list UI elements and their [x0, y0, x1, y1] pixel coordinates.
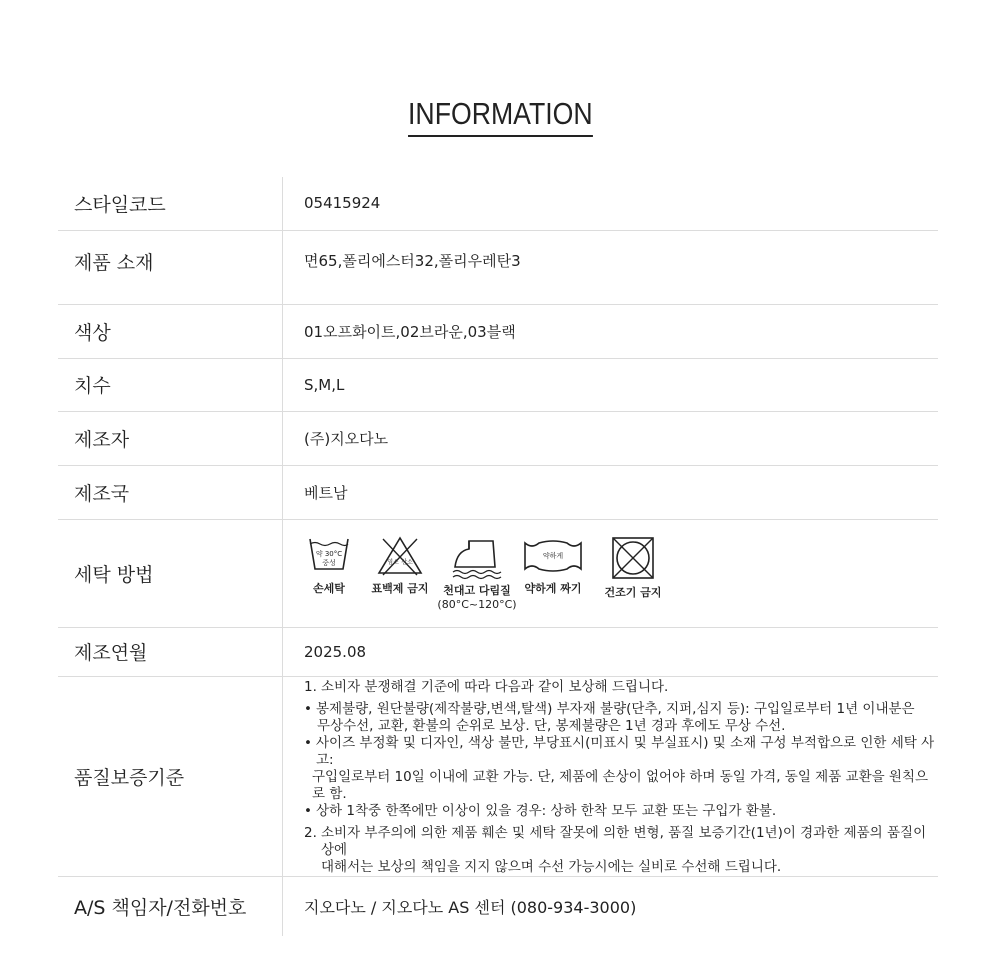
- quality-bullet: • 봉제불량, 원단불량(제작불량,변색,탈색) 부자재 불량(단추, 지퍼,심지 등): 구입일로부터 1년 이내분은 무상수선, 교환, 환불의 순위로 보상. 단, 봉제불량은 1년 경과 후에도 무상 수선.: [304, 700, 915, 734]
- quality-bullet-line: 봉제불량, 원단불량(제작불량,변색,탈색) 부자재 불량(단추, 지퍼,심지 등): 구입일로부터 1년 이내분은: [316, 700, 915, 717]
- care-item-iron: [437, 535, 517, 612]
- quality-item-line: 대해서는 보상의 책임을 지지 않으며 수선 가능시에는 실비로 수선해 드립니다.: [321, 858, 782, 875]
- row-label: 제품 소재: [58, 230, 283, 304]
- care-caption: 표백제 금지: [371, 581, 429, 595]
- row-value: 면65,폴리에스터32,폴리우레탄3: [304, 251, 521, 270]
- row-label: 세탁 방법: [58, 519, 283, 627]
- hand-wash-temp: 약 30°C: [315, 549, 343, 558]
- row-label: 색상: [58, 304, 283, 358]
- quality-bullet-line: 무상수선, 교환, 환불의 순위로 보상. 단, 봉제불량은 1년 경과 후에도 무상 수선.: [317, 717, 786, 734]
- care-icons: [304, 535, 938, 612]
- row-color: [58, 304, 938, 358]
- row-value: 2025.08: [304, 642, 367, 661]
- row-value: [283, 519, 939, 627]
- care-caption: 약하게 짜기: [524, 581, 582, 595]
- row-style-code: [58, 177, 938, 230]
- row-value: 01오프화이트,02브라운,03블랙: [304, 322, 516, 341]
- row-date: [58, 627, 938, 676]
- info-table: [58, 177, 938, 936]
- no-tumble-dry-icon: [610, 535, 656, 581]
- row-value: 지오다노 / 지오다노 AS 센터 (080-934-3000): [304, 897, 637, 917]
- row-label: 스타일코드: [58, 177, 283, 230]
- bleach-oxygen: 산소: [401, 558, 413, 566]
- quality-bullet-line: 사이즈 부정확 및 디자인, 색상 불만, 부당표시(미표시 및 부실표시) 및 소재 구성 부적합으로 인한 세탁 사고:: [316, 734, 935, 768]
- care-caption-temp: (80°C~120°C): [437, 597, 517, 611]
- quality-text: [304, 677, 938, 876]
- care-caption: 건조기 금지: [604, 585, 662, 599]
- row-label: 제조연월: [58, 627, 283, 676]
- row-label: A/S 책임자/전화번호: [58, 876, 283, 936]
- quality-item-1: [304, 679, 938, 696]
- row-size: [58, 358, 938, 411]
- info-title-wrap: [0, 96, 1000, 137]
- hand-wash-detergent: 중성: [322, 558, 336, 567]
- gentle-wring-icon: [522, 535, 584, 577]
- row-as: [58, 876, 938, 936]
- care-caption: 천대고 다림질: [443, 583, 511, 597]
- row-label: 품질보증기준: [58, 676, 283, 876]
- care-item-gentle-wring: [520, 535, 586, 596]
- care-item-hand-wash: [304, 535, 354, 596]
- row-maker: [58, 411, 938, 465]
- iron-icon: [447, 535, 507, 581]
- row-label: 제조자: [58, 411, 283, 465]
- quality-bullet: • 상하 1착중 한쪽에만 이상이 있을 경우: 상하 한착 모두 교환 또는 구입가 환불.: [304, 802, 777, 819]
- row-washing: [58, 519, 938, 627]
- row-label: 제조국: [58, 465, 283, 519]
- no-bleach-icon: [375, 535, 425, 577]
- row-value: [283, 676, 939, 876]
- quality-item-num: 1.: [304, 678, 317, 695]
- row-label: 치수: [58, 358, 283, 411]
- bleach-chlorine: 염소: [387, 558, 399, 566]
- care-item-no-tumble-dry: [600, 535, 666, 600]
- wring-inner-label: 약하게: [542, 551, 564, 560]
- quality-bullet: • 사이즈 부정확 및 디자인, 색상 불만, 부당표시(미표시 및 부실표시) 및 소재 구성 부적합으로 인한 세탁 사고: 구입일로부터 10일 이내에 교환 가능. 단, 제품에 손상이 없어야 하며 동일 가격, 동일 제품 교환을 원칙으로 함.: [304, 735, 938, 803]
- quality-item-2: [304, 825, 938, 876]
- care-caption: 손세탁: [313, 581, 345, 595]
- row-value: S,M,L: [304, 375, 345, 394]
- quality-item-num: 2.: [304, 824, 317, 841]
- row-value: 05415924: [304, 194, 381, 213]
- row-value: (주)지오다노: [304, 429, 389, 448]
- quality-bullet-line: 상하 1착중 한쪽에만 이상이 있을 경우: 상하 한착 모두 교환 또는 구입가 환불.: [316, 802, 777, 819]
- row-quality: [58, 676, 938, 876]
- row-value: 베트남: [304, 483, 348, 502]
- quality-bullet-line: 구입일로부터 10일 이내에 교환 가능. 단, 제품에 손상이 없어야 하며 동일 가격, 동일 제품 교환을 원칙으로 함.: [312, 768, 929, 802]
- care-item-no-bleach: [368, 535, 432, 596]
- quality-item-text: 소비자 분쟁해결 기준에 따라 다음과 같이 보상해 드립니다.: [321, 678, 669, 695]
- row-country: [58, 465, 938, 519]
- page-title: INFORMATION: [408, 96, 593, 137]
- hand-wash-icon: [306, 535, 352, 577]
- quality-item-line: 소비자 부주의에 의한 제품 훼손 및 세탁 잘못에 의한 변형, 품질 보증기간(1년)이 경과한 제품의 품질이상에: [321, 824, 927, 858]
- row-material: [58, 230, 938, 304]
